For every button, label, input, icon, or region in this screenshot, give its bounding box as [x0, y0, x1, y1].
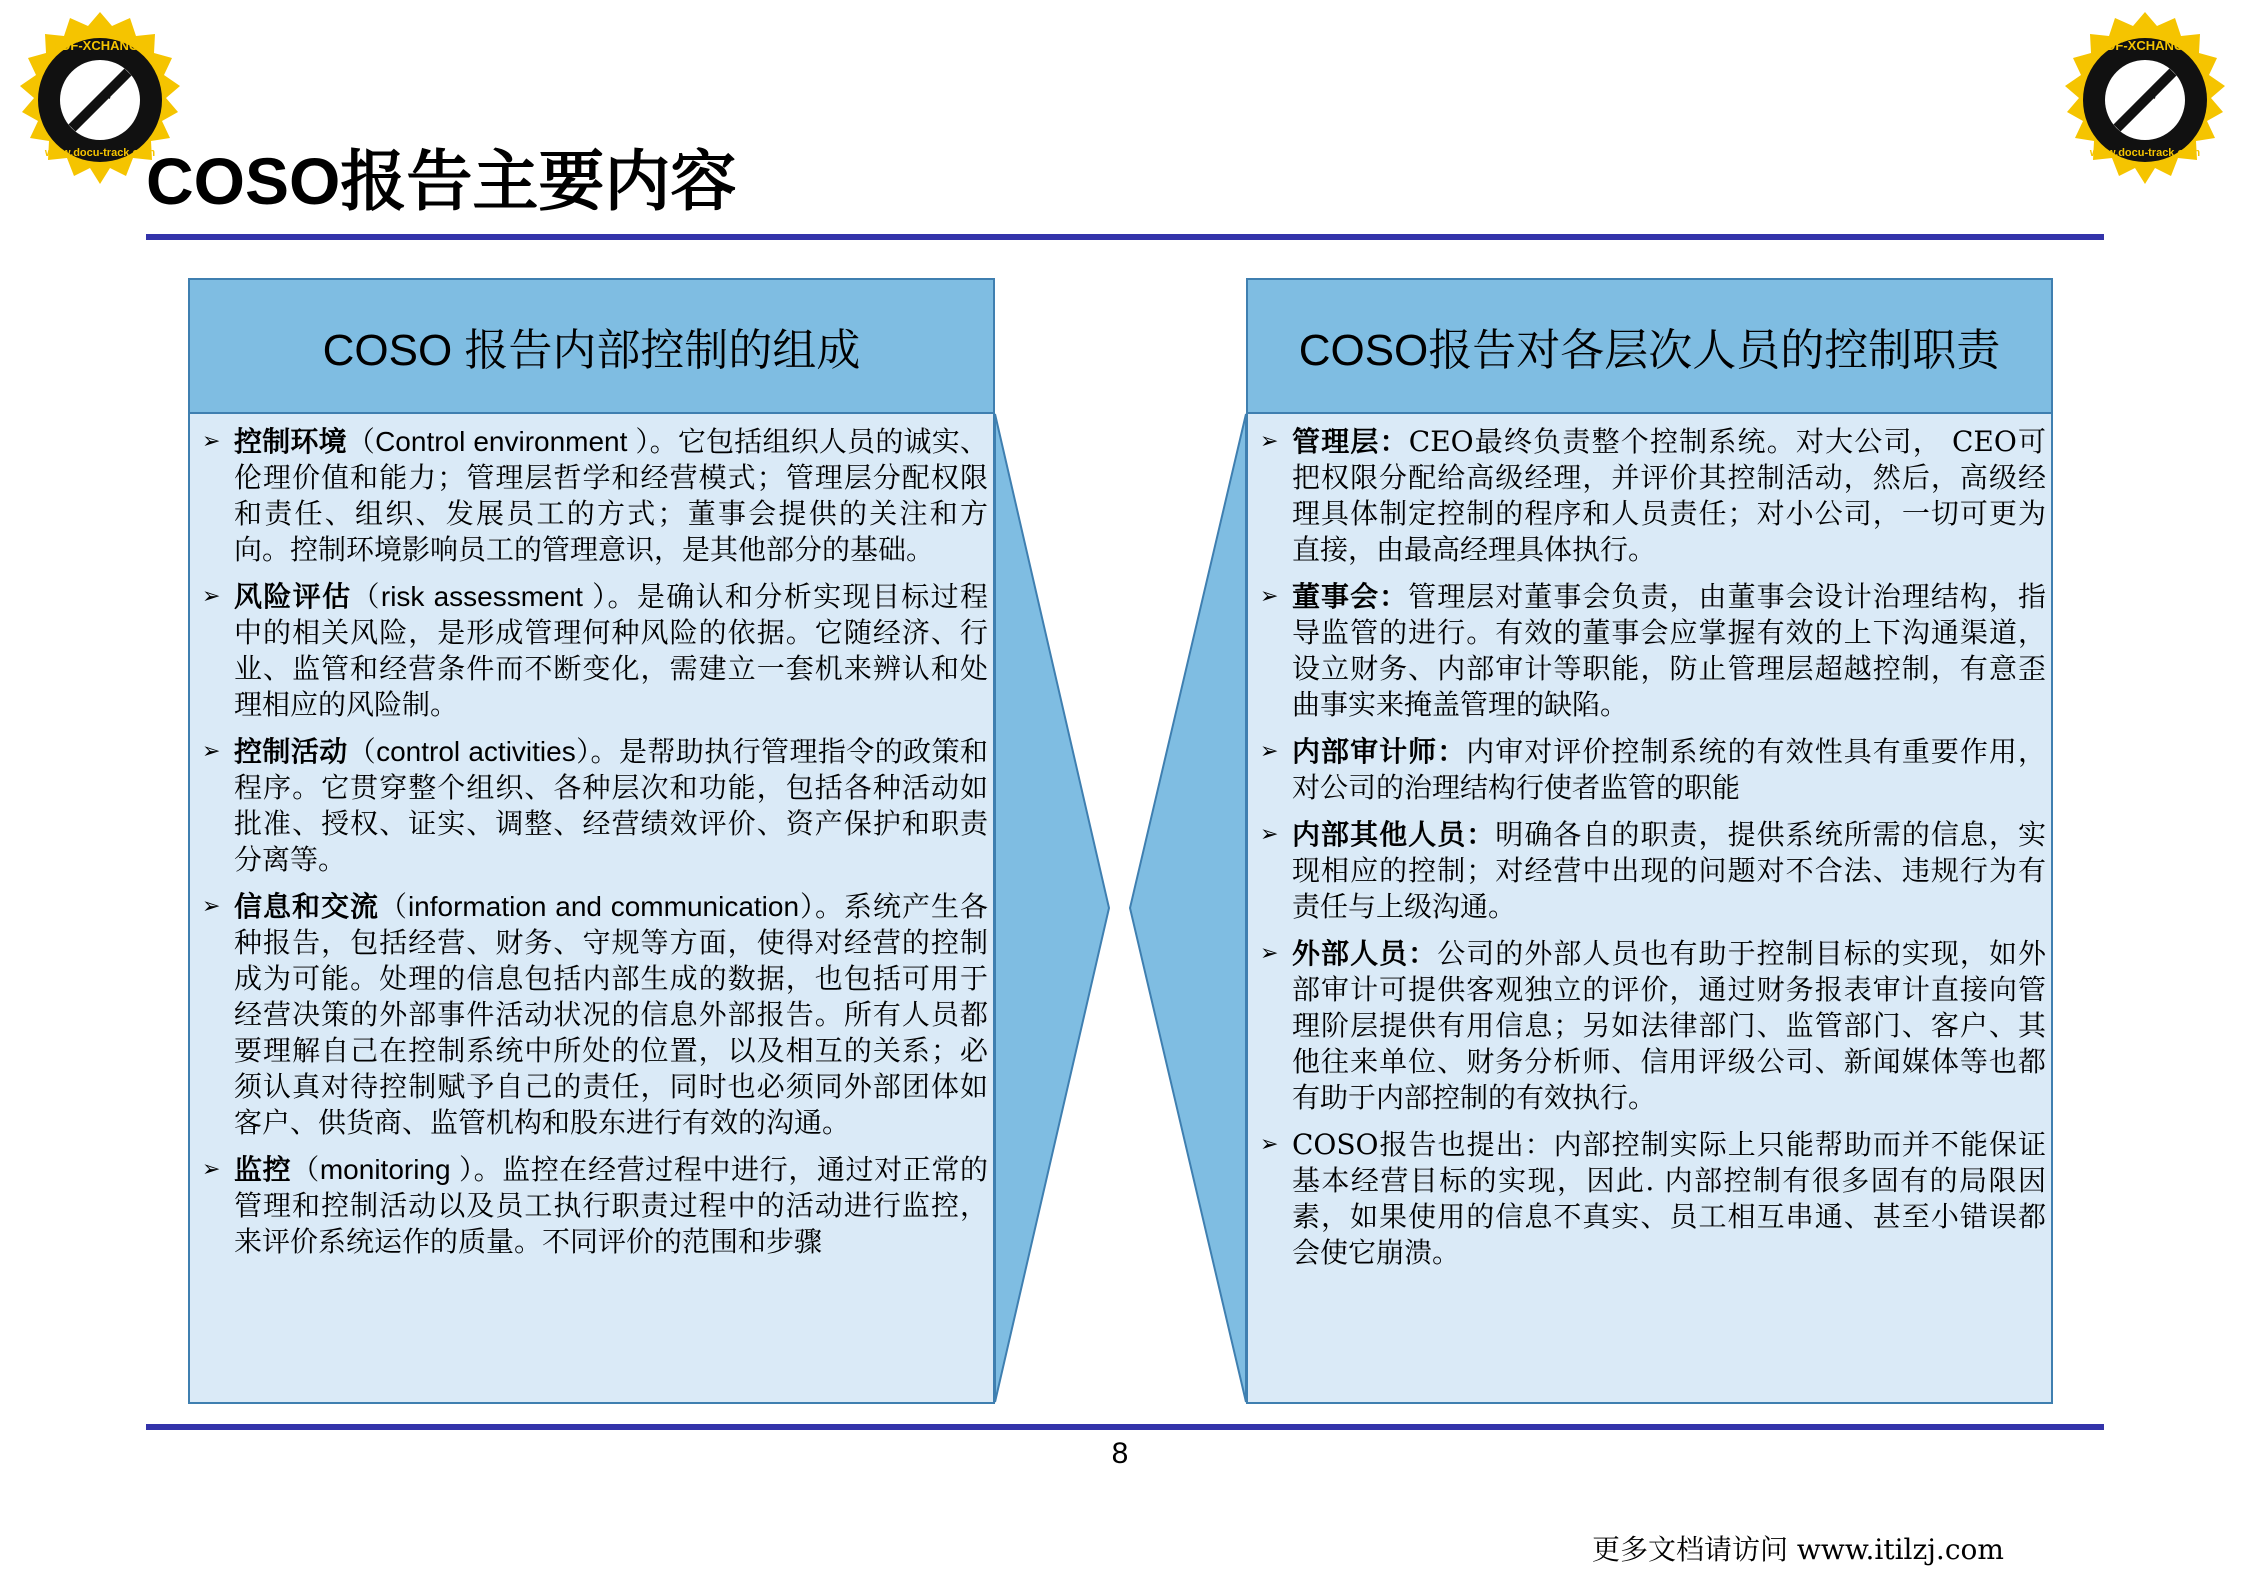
arrow-bullet-icon: ➢ — [1260, 1132, 1279, 1157]
right-panel-header — [1246, 278, 2053, 414]
stamp-middle-text: Click to buy NOW! — [69, 69, 132, 132]
list-item: ➢ 控制环境（Control environment ）。它包括组织人员的诚实、伦理价值和能力；管理层哲学和经营模式；管理层分配权限和责任、组织、发展员工的方式；董事会提供的关注和方向。控制环境影响员工的管理意识，是其他部分的基础。 — [202, 425, 988, 566]
list-item: ➢ 内部其他人员：明确各自的职责，提供系统所需的信息，实现相应的控制；对经营中出现的问题对不合法、违规行为有责任与上级沟通。 — [1260, 818, 2046, 923]
page-title: COSO报告主要内容 — [146, 144, 737, 218]
list-item: ➢ 信息和交流（information and communication）。系统产生各种报告，包括经营、财务、守规等方面，使得对经营的控制成为可能。处理的信息包括内部生成的数据，也包括可用于经营决策的外部事件活动状况的信息外部报告。所有人员都要理解自己在控制系统中所处的位置，以及相互的关系；必须认真对待控制赋予自己的责任，同时也必须同外部团体如客户、供货商、监管机构和股东进行有效的沟通。 — [202, 890, 988, 1139]
pdf-xchange-stamp-right[interactable] — [2045, 8, 2245, 208]
arrow-bullet-icon: ➢ — [1260, 429, 1279, 454]
stamp-top-text: PDF-XCHANGE — [2097, 38, 2193, 53]
right-bullet-list — [1256, 424, 2046, 1282]
title-divider — [146, 234, 2104, 240]
footer-divider — [146, 1424, 2104, 1430]
stamp-top-text: PDF-XCHANGE — [52, 38, 148, 53]
pdf-xchange-stamp-icon — [2045, 8, 2245, 208]
stamp-bottom-text: www.docu-track.com — [44, 147, 156, 159]
arrow-bullet-icon: ➢ — [202, 429, 221, 454]
footer-link-text[interactable]: 更多文档请访问 www.itilzj.com — [1592, 1533, 2004, 1566]
list-item: ➢ 管理层：CEO最终负责整个控制系统。对大公司， CEO可把权限分配给高级经理，并评价其控制活动，然后，高级经理具体制定控制的程序和人员责任；对小公司，一切可更为直接，由最高经理具体执行。 — [1260, 425, 2046, 566]
arrow-bullet-icon: ➢ — [1260, 739, 1279, 764]
list-item: ➢ 董事会：管理层对董事会负责，由董事会设计治理结构，指导监管的进行。有效的董事会应掌握有效的上下沟通渠道，设立财务、内部审计等职能，防止管理层超越控制，有意歪曲事实来掩盖管理的缺陷。 — [1260, 580, 2046, 721]
stamp-middle-text: Click to buy NOW! — [2114, 69, 2177, 132]
left-panel-header — [188, 278, 995, 414]
arrow-bullet-icon: ➢ — [202, 1157, 221, 1182]
arrow-bullet-icon: ➢ — [1260, 584, 1279, 609]
arrow-bullet-icon: ➢ — [1260, 822, 1279, 847]
list-item: ➢ 内部审计师：内审对评价控制系统的有效性具有重要作用，对公司的治理结构行使者监管的职能 — [1260, 735, 2046, 804]
arrow-bullet-icon: ➢ — [1260, 941, 1279, 966]
list-item: ➢ COSO报告也提出：内部控制实际上只能帮助而并不能保证基本经营目标的实现，因此. 内部控制有很多固有的局限因素，如果使用的信息不真实、员工相互串通、甚至小错误都会使它崩溃。 — [1260, 1128, 2046, 1269]
list-item: ➢ 控制活动（control activities）。是帮助执行管理指令的政策和程序。它贯穿整个组织、各种层次和功能，包括各种活动如批准、授权、证实、调整、经营绩效评价、资产保护和职责分离等。 — [202, 735, 988, 876]
list-item: ➢ 外部人员：公司的外部人员也有助于控制目标的实现，如外部审计可提供客观独立的评价，通过财务报表审计直接向管理阶层提供有用信息；另如法律部门、监管部门、客户、其他往来单位、财务分析师、信用评级公司、新闻媒体等也都有助于内部控制的有效执行。 — [1260, 937, 2046, 1114]
list-item: ➢ 监控（monitoring ）。监控在经营过程中进行，通过对正常的管理和控制活动以及员工执行职责过程中的活动进行监控，来评价系统运作的质量。不同评价的范围和步骤 — [202, 1153, 988, 1258]
arrow-bullet-icon: ➢ — [202, 894, 221, 919]
list-item: ➢ 风险评估（risk assessment ）。是确认和分析实现目标过程中的相关风险，是形成管理何种风险的依据。它随经济、行业、监管和经营条件而不断变化，需建立一套机来辨认和处理相应的风险制。 — [202, 580, 988, 721]
arrow-bullet-icon: ➢ — [202, 584, 221, 609]
page-number: 8 — [1111, 1437, 1129, 1470]
arrow-bullet-icon: ➢ — [202, 739, 221, 764]
chevron-connector-arrow — [995, 412, 1246, 1404]
stamp-bottom-text: www.docu-track.com — [2089, 147, 2201, 159]
left-bullet-list — [198, 424, 988, 1271]
left-panel-title: COSO 报告内部控制的组成 — [322, 326, 861, 375]
right-panel-title: COSO报告对各层次人员的控制职责 — [1298, 326, 2001, 375]
